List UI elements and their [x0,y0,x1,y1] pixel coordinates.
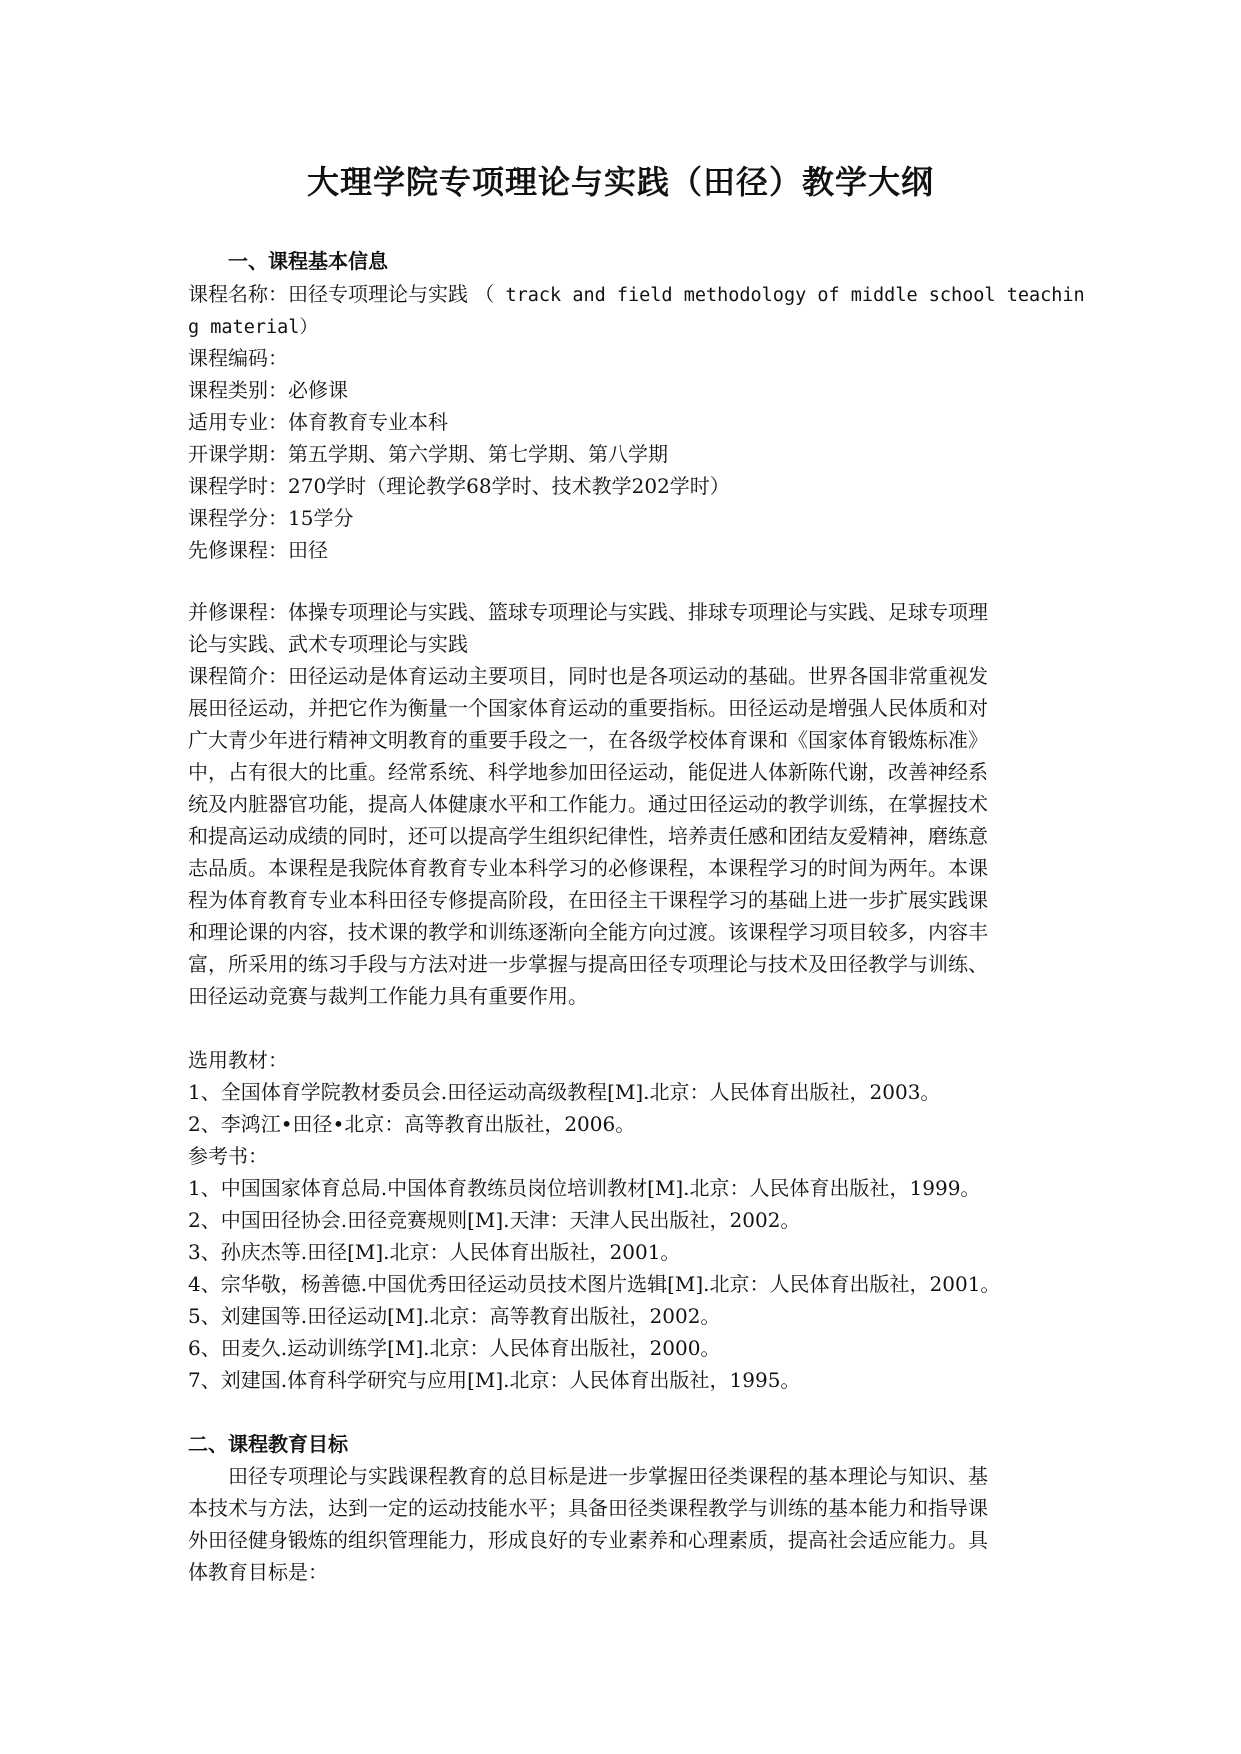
prerequisite: 先修课程：田径 [188,538,328,562]
course-name-line-2 [188,310,318,344]
textbook-item: 1、全国体育学院教材委员会.田径运动高级教程[M].北京：人民体育出版社，2003。 [188,1080,941,1104]
intro-line: 程为体育教育专业本科田径专修提高阶段，在田径主干课程学习的基础上进一步扩展实践课 [188,888,988,912]
intro-line: 和理论课的内容，技术课的教学和训练逐渐向全能方向过渡。该课程学习项目较多，内容丰 [188,920,988,944]
objective-line: 本技术与方法，达到一定的运动技能水平；具备田径类课程教学与训练的基本能力和指导课 [188,1496,988,1520]
reference-item: 2、中国田径协会.田径竞赛规则[M].天津：天津人民出版社，2002。 [188,1208,801,1232]
textbook-item: 2、李鸿江•田径•北京：高等教育出版社，2006。 [188,1112,636,1136]
reference-item: 6、田麦久.运动训练学[M].北京：人民体育出版社，2000。 [188,1336,721,1360]
semesters: 开课学期：第五学期、第六学期、第七学期、第八学期 [188,442,668,466]
corequisite-line: 论与实践、武术专项理论与实践 [188,632,468,656]
intro-line: 广大青少年进行精神文明教育的重要手段之一，在各级学校体育课和《国家体育锻炼标准》 [188,728,988,752]
section-2-heading: 二、课程教育目标 [188,1432,348,1456]
intro-line: 展田径运动，并把它作为衡量一个国家体育运动的重要指标。田径运动是增强人民体质和对 [188,696,988,720]
section-1-heading: 一、课程基本信息 [228,249,388,273]
course-name-english-cont: g material） [188,317,318,338]
intro-line: 统及内脏器官功能，提高人体健康水平和工作能力。通过田径运动的教学训练，在掌握技术 [188,792,988,816]
course-name-line-1 [188,278,1085,312]
intro-line: 田径运动竞赛与裁判工作能力具有重要作用。 [188,984,588,1008]
objective-line: 外田径健身锻炼的组织管理能力，形成良好的专业素养和心理素质，提高社会适应能力。具 [188,1528,988,1552]
reference-item: 5、刘建国等.田径运动[M].北京：高等教育出版社，2002。 [188,1304,721,1328]
reference-item: 7、刘建国.体育科学研究与应用[M].北京：人民体育出版社，1995。 [188,1368,801,1392]
references-label: 参考书： [188,1144,268,1168]
reference-item: 3、孙庆杰等.田径[M].北京：人民体育出版社，2001。 [188,1240,681,1264]
course-code: 课程编码： [188,346,288,370]
reference-item: 1、中国国家体育总局.中国体育教练员岗位培训教材[M].北京：人民体育出版社，1999。 [188,1176,981,1200]
intro-line: 和提高运动成绩的同时，还可以提高学生组织纪律性，培养责任感和团结友爱精神，磨练意 [188,824,988,848]
intro-line: 志品质。本课程是我院体育教育专业本科学习的必修课程，本课程学习的时间为两年。本课 [188,856,988,880]
course-credits: 课程学分：15学分 [188,506,354,530]
reference-item: 4、宗华敬，杨善德.中国优秀田径运动员技术图片选辑[M].北京：人民体育出版社，2001。 [188,1272,1001,1296]
course-type: 课程类别：必修课 [188,378,348,402]
course-name-english: track and field methodology of middle school teachin [494,285,1085,306]
applicable-major: 适用专业：体育教育专业本科 [188,410,448,434]
intro-line: 中，占有很大的比重。经常系统、科学地参加田径运动，能促进人体新陈代谢，改善神经系 [188,760,988,784]
corequisite-line: 并修课程：体操专项理论与实践、篮球专项理论与实践、排球专项理论与实践、足球专项理 [188,600,988,624]
objective-line: 田径专项理论与实践课程教育的总目标是进一步掌握田径类课程的基本理论与知识、基 [228,1464,988,1488]
intro-line: 富，所采用的练习手段与方法对进一步掌握与提高田径专项理论与技术及田径教学与训练、 [188,952,988,976]
intro-line: 课程简介：田径运动是体育运动主要项目，同时也是各项运动的基础。世界各国非常重视发 [188,664,988,688]
textbooks-label: 选用教材： [188,1048,288,1072]
document-title: 大理学院专项理论与实践（田径）教学大纲 [306,163,934,201]
course-name-label: 课程名称：田径专项理论与实践 （ [188,282,495,306]
objective-line: 体教育目标是： [188,1560,328,1584]
course-hours: 课程学时：270学时（理论教学68学时、技术教学202学时） [188,474,730,498]
